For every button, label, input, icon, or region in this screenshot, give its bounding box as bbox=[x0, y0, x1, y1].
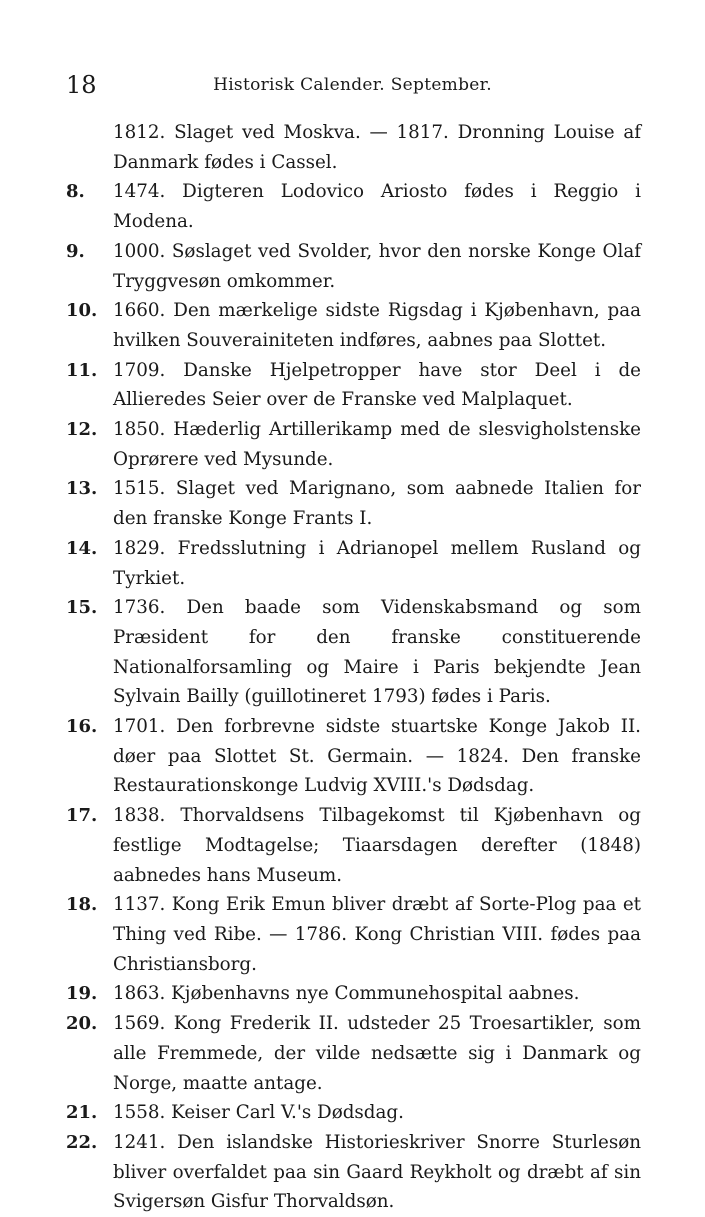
page-header bbox=[0, 68, 705, 102]
entry-day: 17. bbox=[66, 805, 98, 827]
calendar-entry bbox=[0, 712, 705, 801]
entry-text: 1812. Slaget ved Moskva. — 1817. Dronning Louise af Danmark fødes i Cassel. bbox=[113, 122, 641, 173]
calendar-entry bbox=[0, 534, 705, 593]
entry-text: 1137. Kong Erik Emun bliver dræbt af Sorte-Plog paa et Thing ved Ribe. — 1786. Kong Christian VIII. fødes paa Christiansborg. bbox=[113, 894, 641, 975]
entry-day: 22. bbox=[66, 1131, 98, 1153]
calendar-entry bbox=[0, 474, 705, 533]
calendar-entry bbox=[0, 890, 705, 979]
entry-day: 13. bbox=[66, 478, 98, 500]
entry-day: 19. bbox=[66, 983, 98, 1005]
entry-day: 15. bbox=[66, 597, 98, 619]
entry-day: 11. bbox=[66, 359, 98, 381]
calendar-entry bbox=[0, 1128, 705, 1217]
entry-text: 1850. Hæderlig Artillerikamp med de slesvigholstenske Oprørere ved Mysunde. bbox=[113, 419, 641, 470]
calendar-entry bbox=[0, 1009, 705, 1098]
calendar-entry bbox=[0, 237, 705, 296]
entry-text: 1241. Den islandske Historieskriver Snorre Sturlesøn bliver overfaldet paa sin Gaard Reykholt og dræbt af sin Svigersøn Gisfur Thorvaldsøn. bbox=[113, 1131, 641, 1213]
entry-day: 14. bbox=[66, 537, 98, 559]
entry-text: 1569. Kong Frederik II. udsteder 25 Troesartikler, som alle Fremmede, der vilde nedsætte sig i Danmark og Norge, maatte antage. bbox=[113, 1013, 641, 1094]
entry-text: 1474. Digteren Lodovico Ariosto fødes i Reggio i Modena. bbox=[113, 181, 641, 233]
entry-day: 9. bbox=[66, 240, 85, 262]
calendar-entry bbox=[0, 593, 705, 712]
entry-text: 1701. Den forbrevne sidste stuartske Konge Jakob II. døer paa Slottet St. Germain. — 1824. Den franske Restaurationskonge Ludvig XVIII.'s Dødsdag. bbox=[113, 716, 641, 797]
calendar-entry bbox=[0, 415, 705, 474]
calendar-entries bbox=[0, 118, 705, 1217]
entry-text: 1838. Thorvaldsens Tilbagekomst til Kjøbenhavn og festlige Modtagelse; Tiaarsdagen derefter (1848) aabnedes hans Museum. bbox=[113, 805, 641, 886]
calendar-entry bbox=[0, 979, 705, 1009]
page-number: 18 bbox=[66, 71, 97, 99]
entry-day: 18. bbox=[66, 894, 98, 916]
entry-text: 1558. Keiser Carl V.'s Dødsdag. bbox=[113, 1102, 404, 1124]
entry-text: 1000. Søslaget ved Svolder, hvor den norske Konge Olaf Tryggvesøn omkommer. bbox=[113, 240, 641, 292]
entry-day: 10. bbox=[66, 300, 98, 322]
calendar-entry bbox=[0, 177, 705, 236]
calendar-entry bbox=[0, 1098, 705, 1128]
calendar-entry bbox=[0, 801, 705, 890]
entry-day: 20. bbox=[66, 1013, 98, 1035]
calendar-entry-continued bbox=[0, 118, 705, 177]
entry-day: 21. bbox=[66, 1102, 98, 1124]
entry-text: 1829. Fredsslutning i Adrianopel mellem Rusland og Tyrkiet. bbox=[113, 537, 641, 589]
entry-text: 1736. Den baade som Videnskabsmand og som Præsident for den franske constituerende Nationalforsamling og Maire i Paris bekjendte Jean Sylvain Bailly (guillotineret 1793) fødes i Paris. bbox=[113, 597, 641, 708]
entry-day: 12. bbox=[66, 419, 98, 441]
entry-text: 1863. Kjøbenhavns nye Communehospital aabnes. bbox=[113, 983, 580, 1005]
calendar-entry bbox=[0, 296, 705, 355]
entry-text: 1660. Den mærkelige sidste Rigsdag i Kjøbenhavn, paa hvilken Souverainiteten indføres, aabnes paa Slottet. bbox=[113, 300, 641, 351]
entry-text: 1515. Slaget ved Marignano, som aabnede Italien for den franske Konge Frants I. bbox=[113, 478, 641, 530]
calendar-entry bbox=[0, 356, 705, 415]
running-title: Historisk Calender. September. bbox=[213, 75, 492, 95]
entry-day: 16. bbox=[66, 716, 98, 738]
entry-text: 1709. Danske Hjelpetropper have stor Deel i de Allieredes Seier over de Franske ved Malplaquet. bbox=[113, 359, 641, 411]
entry-day: 8. bbox=[66, 181, 85, 203]
